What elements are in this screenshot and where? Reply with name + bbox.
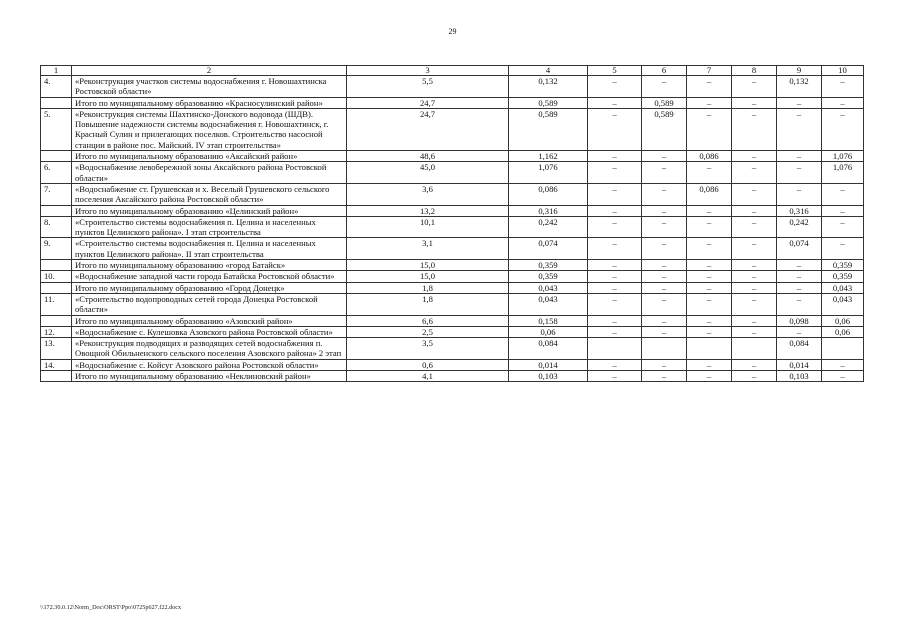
row-value-cell: 15,0 <box>347 271 509 282</box>
row-value-cell: – <box>588 183 642 205</box>
row-value-cell: – <box>687 326 732 337</box>
row-value-cell: 0,084 <box>509 338 588 360</box>
row-number-cell <box>41 315 72 326</box>
row-value-cell: – <box>822 97 864 108</box>
row-value-cell: 10,1 <box>347 216 509 238</box>
row-value-cell: 0,316 <box>777 205 822 216</box>
row-value-cell: – <box>588 151 642 162</box>
row-value-cell: – <box>732 108 777 150</box>
row-value-cell <box>588 338 642 360</box>
row-value-cell: – <box>588 359 642 370</box>
row-number-cell: 14. <box>41 359 72 370</box>
row-value-cell: – <box>687 205 732 216</box>
row-name-cell: «Реконструкция системы Шахтинско-Донского водовода (ШДВ). Повышение надежности системы водоснабжения г. Новошахтинск, г. Красный Сулин и прилегающих поселков. Строительство насосной станции в районе пос. Майский. IV этап строительства» <box>72 108 347 150</box>
row-value-cell: – <box>777 162 822 184</box>
row-name-cell: «Реконструкция участков системы водоснабжения г. Новошахтинска Ростовской области» <box>72 76 347 98</box>
row-value-cell: – <box>687 97 732 108</box>
row-value-cell: – <box>732 238 777 260</box>
row-value-cell: 48,6 <box>347 151 509 162</box>
row-value-cell: 0,589 <box>509 97 588 108</box>
row-value-cell: 0,359 <box>509 260 588 271</box>
row-name-cell: «Водоснабжение левобережной зоны Аксайского района Ростовской области» <box>72 162 347 184</box>
row-value-cell: – <box>822 371 864 382</box>
table-row <box>41 151 864 162</box>
row-value-cell: – <box>588 326 642 337</box>
row-name-cell: «Водоснабжение с. Койсуг Азовского района Ростовской области» <box>72 359 347 370</box>
row-name-cell: «Строительство водопроводных сетей города Донецка Ростовской области» <box>72 293 347 315</box>
row-number-cell: 12. <box>41 326 72 337</box>
row-value-cell: 0,014 <box>509 359 588 370</box>
row-value-cell: – <box>777 151 822 162</box>
row-value-cell: – <box>732 271 777 282</box>
row-value-cell: – <box>822 183 864 205</box>
row-number-cell: 8. <box>41 216 72 238</box>
row-value-cell: – <box>588 371 642 382</box>
header-cell: 2 <box>72 66 347 76</box>
row-value-cell: 1,076 <box>822 151 864 162</box>
row-value-cell: – <box>777 271 822 282</box>
row-value-cell: – <box>687 315 732 326</box>
row-number-cell <box>41 282 72 293</box>
row-value-cell: – <box>588 216 642 238</box>
table-row <box>41 183 864 205</box>
header-cell: 5 <box>588 66 642 76</box>
row-value-cell: 0,103 <box>509 371 588 382</box>
row-value-cell: – <box>732 183 777 205</box>
row-value-cell: 0,074 <box>777 238 822 260</box>
row-value-cell: – <box>687 371 732 382</box>
header-cell: 8 <box>732 66 777 76</box>
header-cell: 10 <box>822 66 864 76</box>
row-value-cell: 0,014 <box>777 359 822 370</box>
row-value-cell: – <box>588 76 642 98</box>
row-value-cell: 0,359 <box>509 271 588 282</box>
row-name-cell: «Реконструкция подводящих и разводящих сетей водоснабжения п. Овощной Обильненского сельского поселения Азовского района» 2 этап <box>72 338 347 360</box>
row-value-cell: 0,06 <box>509 326 588 337</box>
row-value-cell: – <box>777 282 822 293</box>
row-value-cell: – <box>732 76 777 98</box>
row-value-cell: 0,359 <box>822 260 864 271</box>
row-value-cell: – <box>642 76 687 98</box>
row-value-cell: 0,086 <box>687 183 732 205</box>
row-value-cell: 0,086 <box>509 183 588 205</box>
row-value-cell: – <box>777 326 822 337</box>
row-value-cell <box>732 338 777 360</box>
row-name-cell: «Водоснабжение западной части города Батайска Ростовской области» <box>72 271 347 282</box>
row-value-cell: – <box>732 371 777 382</box>
row-value-cell: 0,086 <box>687 151 732 162</box>
row-number-cell: 7. <box>41 183 72 205</box>
header-cell: 9 <box>777 66 822 76</box>
row-value-cell: – <box>588 315 642 326</box>
table-row <box>41 282 864 293</box>
header-row <box>41 66 864 76</box>
row-value-cell: 0,06 <box>822 326 864 337</box>
row-value-cell: – <box>732 293 777 315</box>
row-number-cell: 11. <box>41 293 72 315</box>
row-value-cell: 6,6 <box>347 315 509 326</box>
row-value-cell: – <box>822 238 864 260</box>
data-table <box>40 65 864 382</box>
row-value-cell: 0,06 <box>822 315 864 326</box>
row-value-cell: – <box>687 108 732 150</box>
row-value-cell: 1,8 <box>347 282 509 293</box>
row-number-cell <box>41 371 72 382</box>
row-value-cell: – <box>822 359 864 370</box>
row-value-cell: 1,076 <box>822 162 864 184</box>
row-value-cell: 24,7 <box>347 97 509 108</box>
row-value-cell: 0,242 <box>777 216 822 238</box>
row-name-cell: Итого по муниципальному образованию «Город Донецк» <box>72 282 347 293</box>
row-name-cell: Итого по муниципальному образованию «Неклиновский район» <box>72 371 347 382</box>
row-value-cell: – <box>687 162 732 184</box>
row-name-cell: «Строительство системы водоснабжения п. Целина и населенных пунктов Целинского района». I этап строительства <box>72 216 347 238</box>
row-value-cell: – <box>687 216 732 238</box>
row-value-cell: – <box>687 260 732 271</box>
row-value-cell: – <box>642 293 687 315</box>
row-value-cell: 0,043 <box>509 282 588 293</box>
row-number-cell <box>41 151 72 162</box>
row-value-cell: 1,162 <box>509 151 588 162</box>
row-number-cell <box>41 205 72 216</box>
table-row <box>41 205 864 216</box>
row-value-cell: 0,589 <box>509 108 588 150</box>
row-value-cell: – <box>732 260 777 271</box>
table-row <box>41 108 864 150</box>
row-value-cell: – <box>588 271 642 282</box>
row-value-cell: – <box>642 260 687 271</box>
row-number-cell: 5. <box>41 108 72 150</box>
row-value-cell: – <box>732 205 777 216</box>
row-value-cell: – <box>732 216 777 238</box>
row-value-cell <box>822 338 864 360</box>
table-row <box>41 162 864 184</box>
row-value-cell: 15,0 <box>347 260 509 271</box>
header-cell: 4 <box>509 66 588 76</box>
row-value-cell: 0,043 <box>509 293 588 315</box>
row-value-cell: 13,2 <box>347 205 509 216</box>
row-value-cell: 4,1 <box>347 371 509 382</box>
row-value-cell: – <box>642 151 687 162</box>
row-value-cell: – <box>732 162 777 184</box>
row-value-cell: – <box>588 205 642 216</box>
row-value-cell: 1,8 <box>347 293 509 315</box>
row-value-cell: – <box>588 282 642 293</box>
row-value-cell: 3,5 <box>347 338 509 360</box>
row-value-cell: – <box>588 97 642 108</box>
table-row <box>41 371 864 382</box>
row-value-cell: 24,7 <box>347 108 509 150</box>
row-value-cell <box>642 338 687 360</box>
row-value-cell: – <box>732 151 777 162</box>
row-number-cell: 6. <box>41 162 72 184</box>
row-number-cell: 13. <box>41 338 72 360</box>
row-value-cell: 0,132 <box>509 76 588 98</box>
row-value-cell: – <box>642 371 687 382</box>
row-value-cell: – <box>822 76 864 98</box>
row-name-cell: Итого по муниципальному образованию «Целинский район» <box>72 205 347 216</box>
row-name-cell: Итого по муниципальному образованию «Красносулинский район» <box>72 97 347 108</box>
row-value-cell: 3,6 <box>347 183 509 205</box>
table-row <box>41 76 864 98</box>
row-value-cell: – <box>642 205 687 216</box>
row-value-cell: – <box>642 271 687 282</box>
file-path-footer: \\172.30.0.12\Norm_Doc\ORST\Ppo\0725p627.f22.docx <box>40 604 182 611</box>
row-name-cell: «Строительство системы водоснабжения п. Целина и населенных пунктов Целинского района». II этап строительства <box>72 238 347 260</box>
table-row <box>41 338 864 360</box>
row-number-cell: 4. <box>41 76 72 98</box>
row-value-cell: 0,589 <box>642 97 687 108</box>
row-value-cell: – <box>642 216 687 238</box>
row-name-cell: Итого по муниципальному образованию «Азовский район» <box>72 315 347 326</box>
row-value-cell: – <box>732 326 777 337</box>
row-value-cell: – <box>822 205 864 216</box>
row-value-cell: – <box>588 293 642 315</box>
row-value-cell: – <box>822 216 864 238</box>
row-value-cell: – <box>588 238 642 260</box>
row-value-cell: 0,132 <box>777 76 822 98</box>
row-value-cell: 45,0 <box>347 162 509 184</box>
row-value-cell: – <box>777 260 822 271</box>
table-row <box>41 271 864 282</box>
row-value-cell: – <box>642 315 687 326</box>
row-value-cell: 0,589 <box>642 108 687 150</box>
table-row <box>41 238 864 260</box>
row-value-cell: – <box>642 183 687 205</box>
row-value-cell <box>687 338 732 360</box>
row-value-cell: – <box>588 108 642 150</box>
row-value-cell: – <box>687 238 732 260</box>
row-value-cell: – <box>777 108 822 150</box>
row-value-cell: – <box>642 326 687 337</box>
row-value-cell: – <box>642 359 687 370</box>
row-name-cell: «Водоснабжение с. Кулешовка Азовского района Ростовской области» <box>72 326 347 337</box>
row-value-cell: 0,074 <box>509 238 588 260</box>
table-row <box>41 315 864 326</box>
table-row <box>41 359 864 370</box>
row-value-cell: – <box>687 359 732 370</box>
row-name-cell: Итого по муниципальному образованию «город Батайск» <box>72 260 347 271</box>
row-value-cell: 1,076 <box>509 162 588 184</box>
row-value-cell: 0,098 <box>777 315 822 326</box>
header-cell: 6 <box>642 66 687 76</box>
row-name-cell: «Водоснабжение ст. Грушевская и х. Веселый Грушевского сельского поселения Аксайского района Ростовской области» <box>72 183 347 205</box>
table-row <box>41 260 864 271</box>
row-value-cell: 0,084 <box>777 338 822 360</box>
row-value-cell: 5,5 <box>347 76 509 98</box>
row-value-cell: 0,103 <box>777 371 822 382</box>
row-value-cell: – <box>642 282 687 293</box>
row-value-cell: – <box>732 359 777 370</box>
row-value-cell: – <box>732 97 777 108</box>
table-row <box>41 97 864 108</box>
row-value-cell: – <box>777 97 822 108</box>
row-number-cell <box>41 97 72 108</box>
row-value-cell: 0,043 <box>822 282 864 293</box>
row-name-cell: Итого по муниципальному образованию «Аксайский район» <box>72 151 347 162</box>
row-value-cell: – <box>642 162 687 184</box>
row-value-cell: – <box>588 260 642 271</box>
row-value-cell: – <box>687 76 732 98</box>
table-row <box>41 216 864 238</box>
row-value-cell: 0,242 <box>509 216 588 238</box>
row-value-cell: – <box>777 293 822 315</box>
table-row <box>41 293 864 315</box>
header-cell: 1 <box>41 66 72 76</box>
row-value-cell: – <box>687 271 732 282</box>
row-value-cell: – <box>732 282 777 293</box>
row-number-cell: 9. <box>41 238 72 260</box>
row-value-cell: – <box>732 315 777 326</box>
row-value-cell: – <box>687 293 732 315</box>
row-value-cell: 3,1 <box>347 238 509 260</box>
row-value-cell: – <box>777 183 822 205</box>
row-value-cell: – <box>588 162 642 184</box>
row-value-cell: – <box>687 282 732 293</box>
row-number-cell <box>41 260 72 271</box>
row-value-cell: – <box>822 108 864 150</box>
row-value-cell: 0,359 <box>822 271 864 282</box>
row-value-cell: 0,043 <box>822 293 864 315</box>
row-value-cell: – <box>642 238 687 260</box>
header-cell: 3 <box>347 66 509 76</box>
row-value-cell: 0,316 <box>509 205 588 216</box>
row-value-cell: 0,6 <box>347 359 509 370</box>
page-number: 29 <box>448 27 457 36</box>
row-value-cell: 0,158 <box>509 315 588 326</box>
table-row <box>41 326 864 337</box>
header-cell: 7 <box>687 66 732 76</box>
row-value-cell: 2,5 <box>347 326 509 337</box>
row-number-cell: 10. <box>41 271 72 282</box>
